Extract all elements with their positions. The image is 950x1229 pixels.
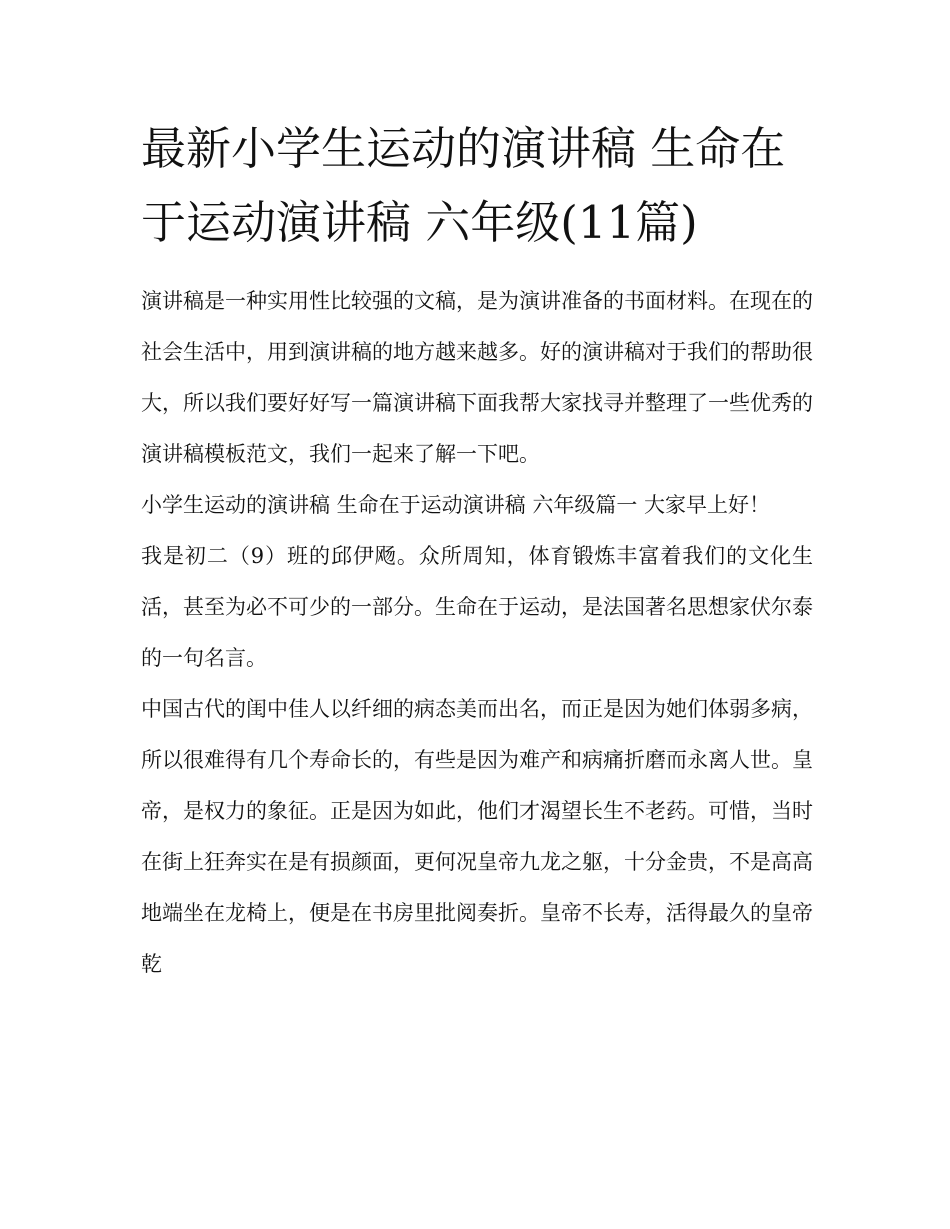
- paragraph-ancient-history: 中国古代的闺中佳人以纤细的病态美而出名，而正是因为她们体弱多病，所以很难得有几个寿命长的，有些是因为难产和病痛折磨而永离人世。皇帝，是权力的象征。正是因为如此，他们才渴望长生不老药。可惜，当时在街上狂奔实在是有损颜面，更何况皇帝九龙之躯，十分金贵，不是高高地端坐在龙椅上，便是在书房里批阅奏折。皇帝不长寿，活得最久的皇帝乾: [141, 697, 813, 976]
- paragraph-self-introduction: 我是初二（9）班的邱伊飏。众所周知，体育锻炼丰富着我们的文化生活，甚至为必不可少的一部分。生命在于运动，是法国著名思想家伏尔泰的一句名言。: [141, 544, 813, 670]
- paragraph-intro: 演讲稿是一种实用性比较强的文稿，是为演讲准备的书面材料。在现在的社会生活中，用到演讲稿的地方越来越多。好的演讲稿对于我们的帮助很大，所以我们要好好写一篇演讲稿下面我帮大家找寻并整理了一些优秀的演讲稿模板范文，我们一起来了解一下吧。: [141, 289, 813, 466]
- document-body: [141, 112, 813, 990]
- document-title: 最新小学生运动的演讲稿 生命在于运动演讲稿 六年级(11篇): [141, 122, 786, 249]
- paragraph-section-heading: 小学生运动的演讲稿 生命在于运动演讲稿 六年级篇一 大家早上好！: [141, 493, 771, 517]
